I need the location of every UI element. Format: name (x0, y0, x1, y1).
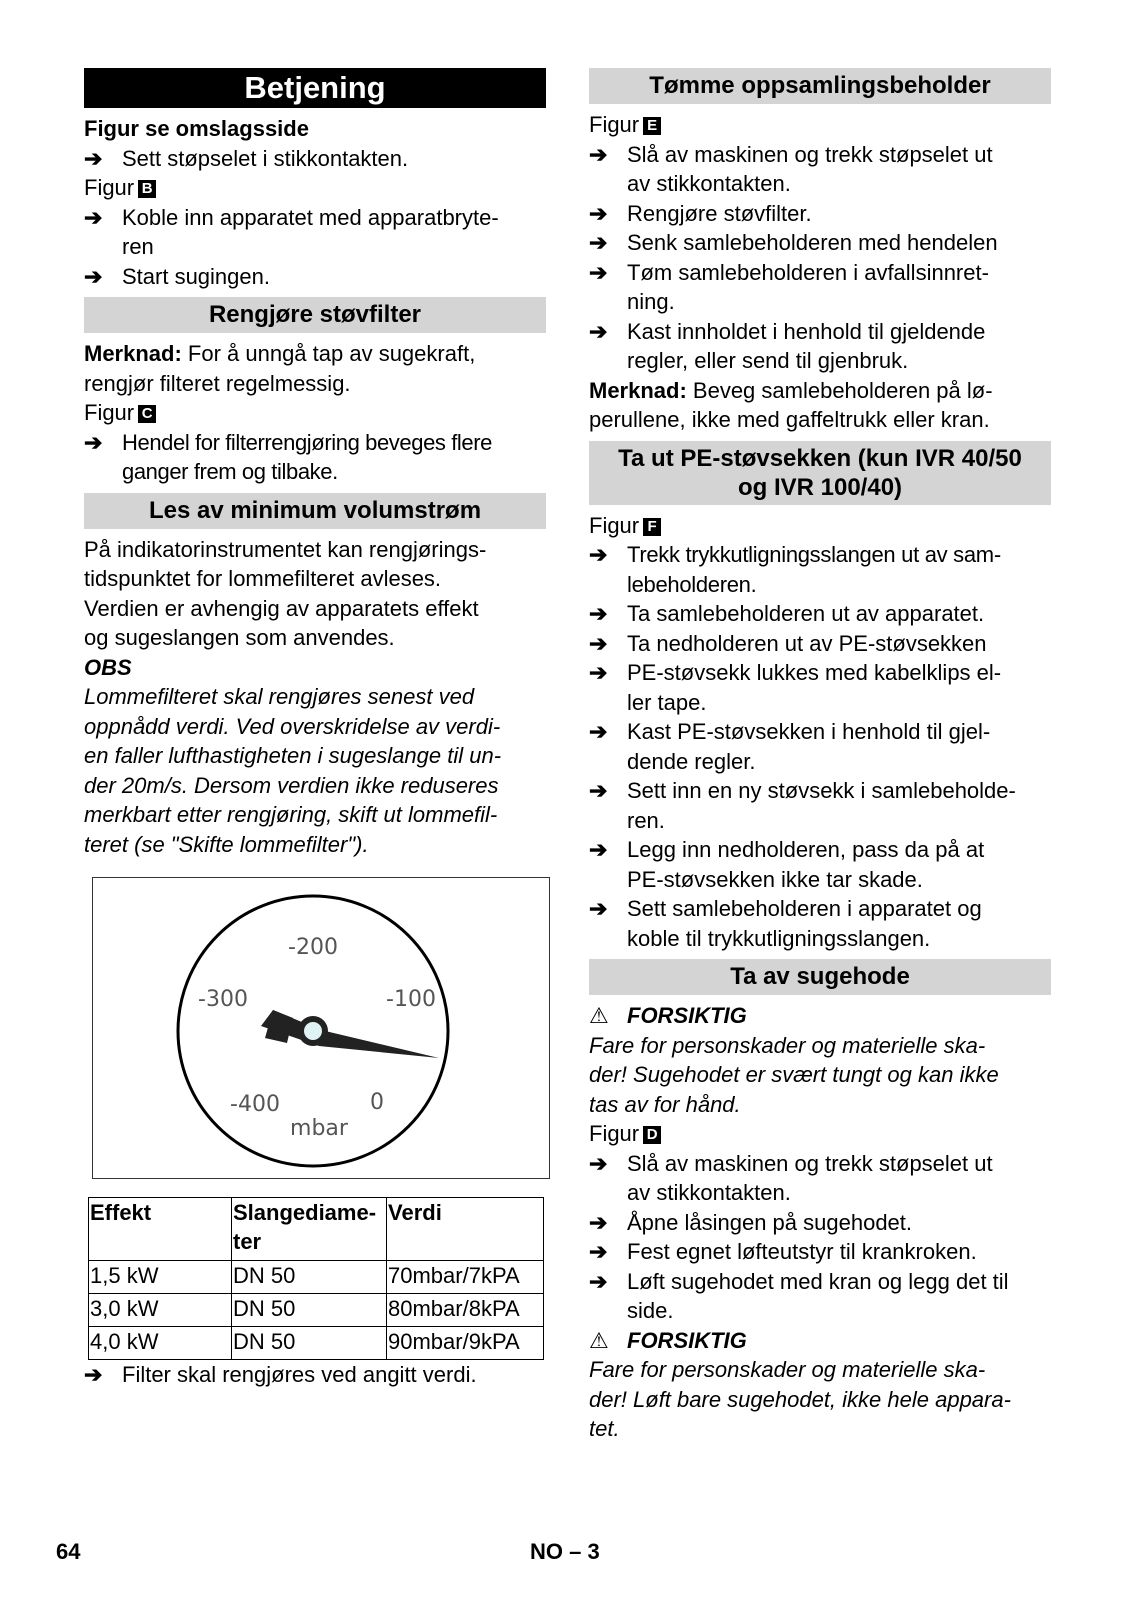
obs-label: OBS (84, 654, 132, 680)
table-header-row (89, 1198, 544, 1261)
figure-reference: Figur D (589, 1119, 1051, 1149)
warning-label: ⚠ FORSIKTIG (589, 1326, 1051, 1356)
gauge-figure (92, 877, 550, 1179)
right-column (589, 68, 1051, 1444)
list-item: ➔ Tøm samlebeholderen i avfallsinnret- ning. (589, 258, 1051, 317)
arrow-right-icon: ➔ (589, 1239, 608, 1264)
header-slangediameter: Slangediame- ter (232, 1198, 387, 1261)
list-item: ➔ PE-støvsekk lukkes med kabelklips el- ler tape. (589, 658, 1051, 717)
arrow-right-icon: ➔ (84, 204, 103, 230)
list-item: ➔ Kast PE-støvsekken i henhold til gjel- dende regler. (589, 717, 1051, 776)
arrow-right-icon: ➔ (589, 141, 608, 167)
arrow-right-icon: ➔ (589, 837, 608, 862)
figure-d-badge: D (643, 1126, 661, 1144)
warning-triangle-icon: ⚠ (589, 1327, 609, 1353)
obs-paragraph: Lommefilteret skal rengjøres senest ved oppnådd verdi. Ved overskridelse av verdi- en faller lufthastigheten i sugeslange til un- der 20m/s. Dersom verdien ikke reduseres merkbart etter rengjøring, skift ut lommefil- teret (se "Skifte lommefilter"). (84, 684, 502, 857)
list-item: ➔ Start sugingen. (84, 262, 546, 292)
header-verdi: Verdi (387, 1198, 544, 1261)
figure-e-badge: E (643, 117, 661, 135)
paragraph: På indikatorinstrumentet kan rengjørings- tidspunktet for lommefilteret avleses. Verdien er avhengig av apparatets effekt og sugeslangen som anvendes. (84, 536, 487, 650)
arrow-right-icon: ➔ (84, 145, 103, 171)
figure-reference: Figur C (84, 398, 546, 428)
gauge-label-minus200: -200 (288, 935, 338, 960)
gauge-label-minus100: -100 (386, 987, 436, 1012)
arrow-right-icon: ➔ (589, 1150, 608, 1176)
figure-reference: Figur F (589, 511, 1051, 541)
heading-betjening: Betjening (84, 68, 546, 108)
figure-reference: Figur se omslagsside (84, 116, 309, 141)
warning-triangle-icon: ⚠ (589, 1003, 609, 1028)
list-item: ➔ Åpne låsingen på sugehodet. (589, 1208, 1051, 1238)
value-table (88, 1197, 544, 1360)
list-item: ➔ Sett støpselet i stikkontakten. (84, 144, 546, 174)
list-item: ➔ Legg inn nedholderen, pass da på at PE-støvsekken ikke tar skade. (589, 835, 1051, 894)
arrow-right-icon: ➔ (84, 429, 103, 455)
list-item: ➔ Senk samlebeholderen med hendelen (589, 228, 1051, 258)
note-paragraph: Merknad: For å unngå tap av sugekraft, rengjør filteret regelmessig. (84, 341, 476, 396)
list-item: ➔ Fest egnet løfteutstyr til krankroken. (589, 1237, 1051, 1267)
list-item: ➔ Slå av maskinen og trekk støpselet ut av stikkontakten. (589, 140, 1051, 199)
figure-reference: Figur B (84, 173, 546, 203)
list-item: ➔ Ta samlebeholderen ut av apparatet. (589, 599, 1051, 629)
list-item: ➔ Filter skal rengjøres ved angitt verdi. (84, 1360, 546, 1390)
arrow-right-icon: ➔ (84, 1362, 103, 1387)
table-row: 3,0 kW DN 50 80mbar/8kPA (89, 1294, 544, 1327)
arrow-right-icon: ➔ (589, 230, 608, 255)
figure-c-badge: C (138, 405, 156, 423)
warning-paragraph: Fare for personskader og materielle ska- der! Løft bare sugehodet, ikke hele appara- tet. (589, 1357, 1011, 1441)
arrow-right-icon: ➔ (589, 542, 608, 567)
gauge-label-minus400: -400 (230, 1092, 280, 1117)
arrow-right-icon: ➔ (589, 630, 608, 656)
list-item: ➔ Kast innholdet i henhold til gjeldende regler, eller send til gjenbruk. (589, 317, 1051, 376)
arrow-right-icon: ➔ (589, 259, 608, 285)
table-row: 1,5 kW DN 50 70mbar/7kPA (89, 1261, 544, 1294)
list-item: ➔ Hendel for filterrengjøring beveges flere ganger frem og tilbake. (84, 428, 546, 487)
gauge-label-zero: 0 (370, 1090, 384, 1115)
page-number: 64 (56, 1539, 81, 1564)
warning-paragraph: Fare for personskader og materielle ska- der! Sugehodet er svært tungt og kan ikke tas av for hånd. (589, 1032, 999, 1117)
arrow-right-icon: ➔ (84, 263, 103, 289)
heading-ta-av-sugehode: Ta av sugehode (589, 959, 1051, 995)
note-paragraph: Merknad: Beveg samlebeholderen på lø- perullene, ikke med gaffeltrukk eller kran. (589, 377, 993, 432)
list-item: ➔ Sett samlebeholderen i apparatet og koble til trykkutligningsslangen. (589, 894, 1051, 953)
arrow-right-icon: ➔ (589, 660, 608, 685)
warning-label: ⚠ FORSIKTIG (589, 1001, 1051, 1031)
arrow-right-icon: ➔ (589, 601, 608, 626)
heading-tomme-oppsamlingsbeholder: Tømme oppsamlingsbeholder (589, 68, 1051, 104)
list-item: ➔ Ta nedholderen ut av PE-støvsekken (589, 629, 1051, 659)
heading-ta-ut-pe-stovsekken: Ta ut PE-støvsekken (kun IVR 40/50 og IVR 100/40) (589, 441, 1051, 505)
arrow-right-icon: ➔ (589, 1268, 608, 1294)
heading-les-av-minimum-volumstrom: Les av minimum volumstrøm (84, 493, 546, 529)
table-row: 4,0 kW DN 50 90mbar/9kPA (89, 1327, 544, 1360)
arrow-right-icon: ➔ (589, 896, 608, 921)
list-item: ➔ Trekk trykkutligningsslangen ut av sam- lebeholderen. (589, 540, 1051, 599)
gauge-label-minus300: -300 (198, 987, 248, 1012)
gauge-illustration (93, 878, 549, 1178)
arrow-right-icon: ➔ (589, 719, 608, 744)
heading-rengjore-stovfilter: Rengjøre støvfilter (84, 297, 546, 333)
header-effekt: Effekt (89, 1198, 232, 1261)
left-column (84, 68, 546, 1390)
list-item: ➔ Slå av maskinen og trekk støpselet ut av stikkontakten. (589, 1149, 1051, 1208)
arrow-right-icon: ➔ (589, 778, 608, 803)
arrow-right-icon: ➔ (589, 200, 608, 226)
list-item: ➔ Løft sugehodet med kran og legg det til side. (589, 1267, 1051, 1326)
section-label: NO – 3 (530, 1539, 600, 1564)
list-item: ➔ Sett inn en ny støvsekk i samlebeholde- ren. (589, 776, 1051, 835)
figure-f-badge: F (643, 518, 661, 536)
arrow-right-icon: ➔ (589, 1209, 608, 1235)
list-item: ➔ Koble inn apparatet med apparatbryte- ren (84, 203, 546, 262)
list-item: ➔ Rengjøre støvfilter. (589, 199, 1051, 229)
arrow-right-icon: ➔ (589, 318, 608, 344)
figure-reference: Figur E (589, 110, 1051, 140)
figure-b-badge: B (138, 180, 156, 198)
gauge-unit: mbar (290, 1116, 348, 1141)
